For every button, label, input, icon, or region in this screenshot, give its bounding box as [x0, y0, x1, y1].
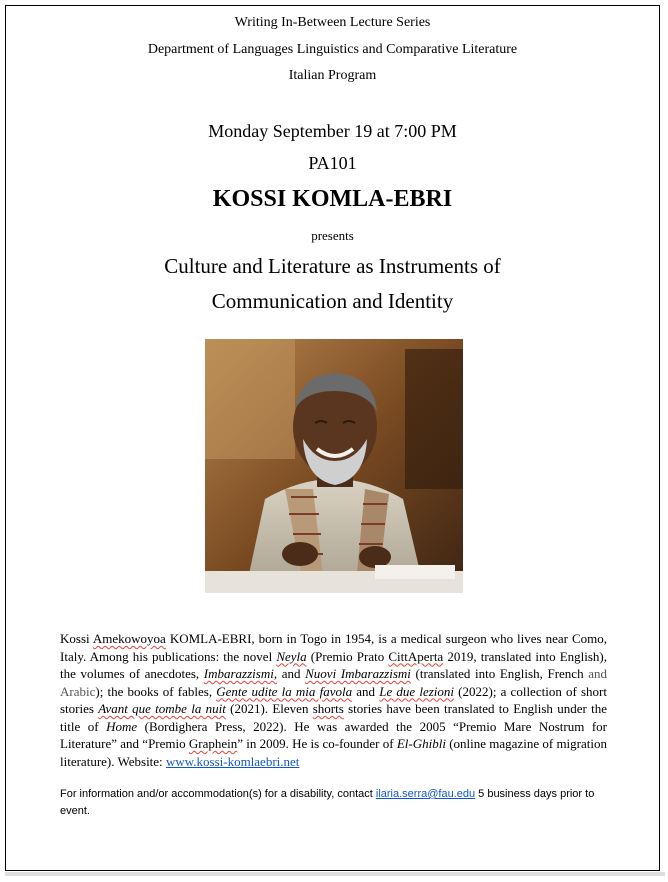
- bio-neyla: Neyla: [276, 648, 307, 664]
- website-link[interactable]: www.kossi-komlaebri.net: [165, 753, 300, 769]
- speaker-bio: Kossi Amekowoyoa KOMLA-EBRI, born in Togo in 1954, is a medical surgeon who lives near Como, Italy. Among his publications: the novel Neyla (Premio Prato CittAperta 2019, translated into English), the volumes of anecdotes, Imbarazzismi, and Nuovi Imbarazzismi (translated into English, French and Arabic); the books of fables, Gente udite la mia favola and Le due lezioni (2022); a collection of short stories Avant que tombe la nuit (2021). Eleven shorts stories have been translated to English under the title of Home (Bordighera Press, 2022). He was awarded the 2005 “Premio Mare Nostrum for Literature” and “Premio Graphein” in 2009. He is co-founder of El-Ghibli (online magazine of migration literature). Website: www.kossi-komlaebri.net: [60, 631, 608, 769]
- presents-label: presents: [311, 228, 354, 243]
- department-name: Department of Languages Linguistics and Comparative Literature: [147, 42, 518, 57]
- speaker-name: KOSSI KOMLA-EBRI: [212, 186, 453, 212]
- program-name: Italian Program: [288, 68, 377, 83]
- lecture-title-line2: Communication and Identity: [211, 289, 454, 313]
- lecture-title-line1: Culture and Literature as Instruments of: [164, 254, 501, 278]
- lecture-series: Writing In-Between Lecture Series: [234, 15, 431, 30]
- flyer-page: [5, 5, 660, 871]
- contact-email-link[interactable]: ilaria.serra@fau.edu: [375, 788, 476, 800]
- event-room: PA101: [308, 153, 357, 173]
- accessibility-note: For information and/or accommodation(s) for a disability, contact ilaria.serra@fau.edu 5 business days prior to event.: [60, 788, 595, 817]
- speaker-photo: [205, 339, 463, 593]
- event-datetime: Monday September 19 at 7:00 PM: [208, 121, 457, 141]
- page-shadow: [5, 872, 665, 876]
- bio-name-text: Amekowoyoa: [92, 631, 166, 646]
- portrait-photo-icon: [205, 339, 463, 593]
